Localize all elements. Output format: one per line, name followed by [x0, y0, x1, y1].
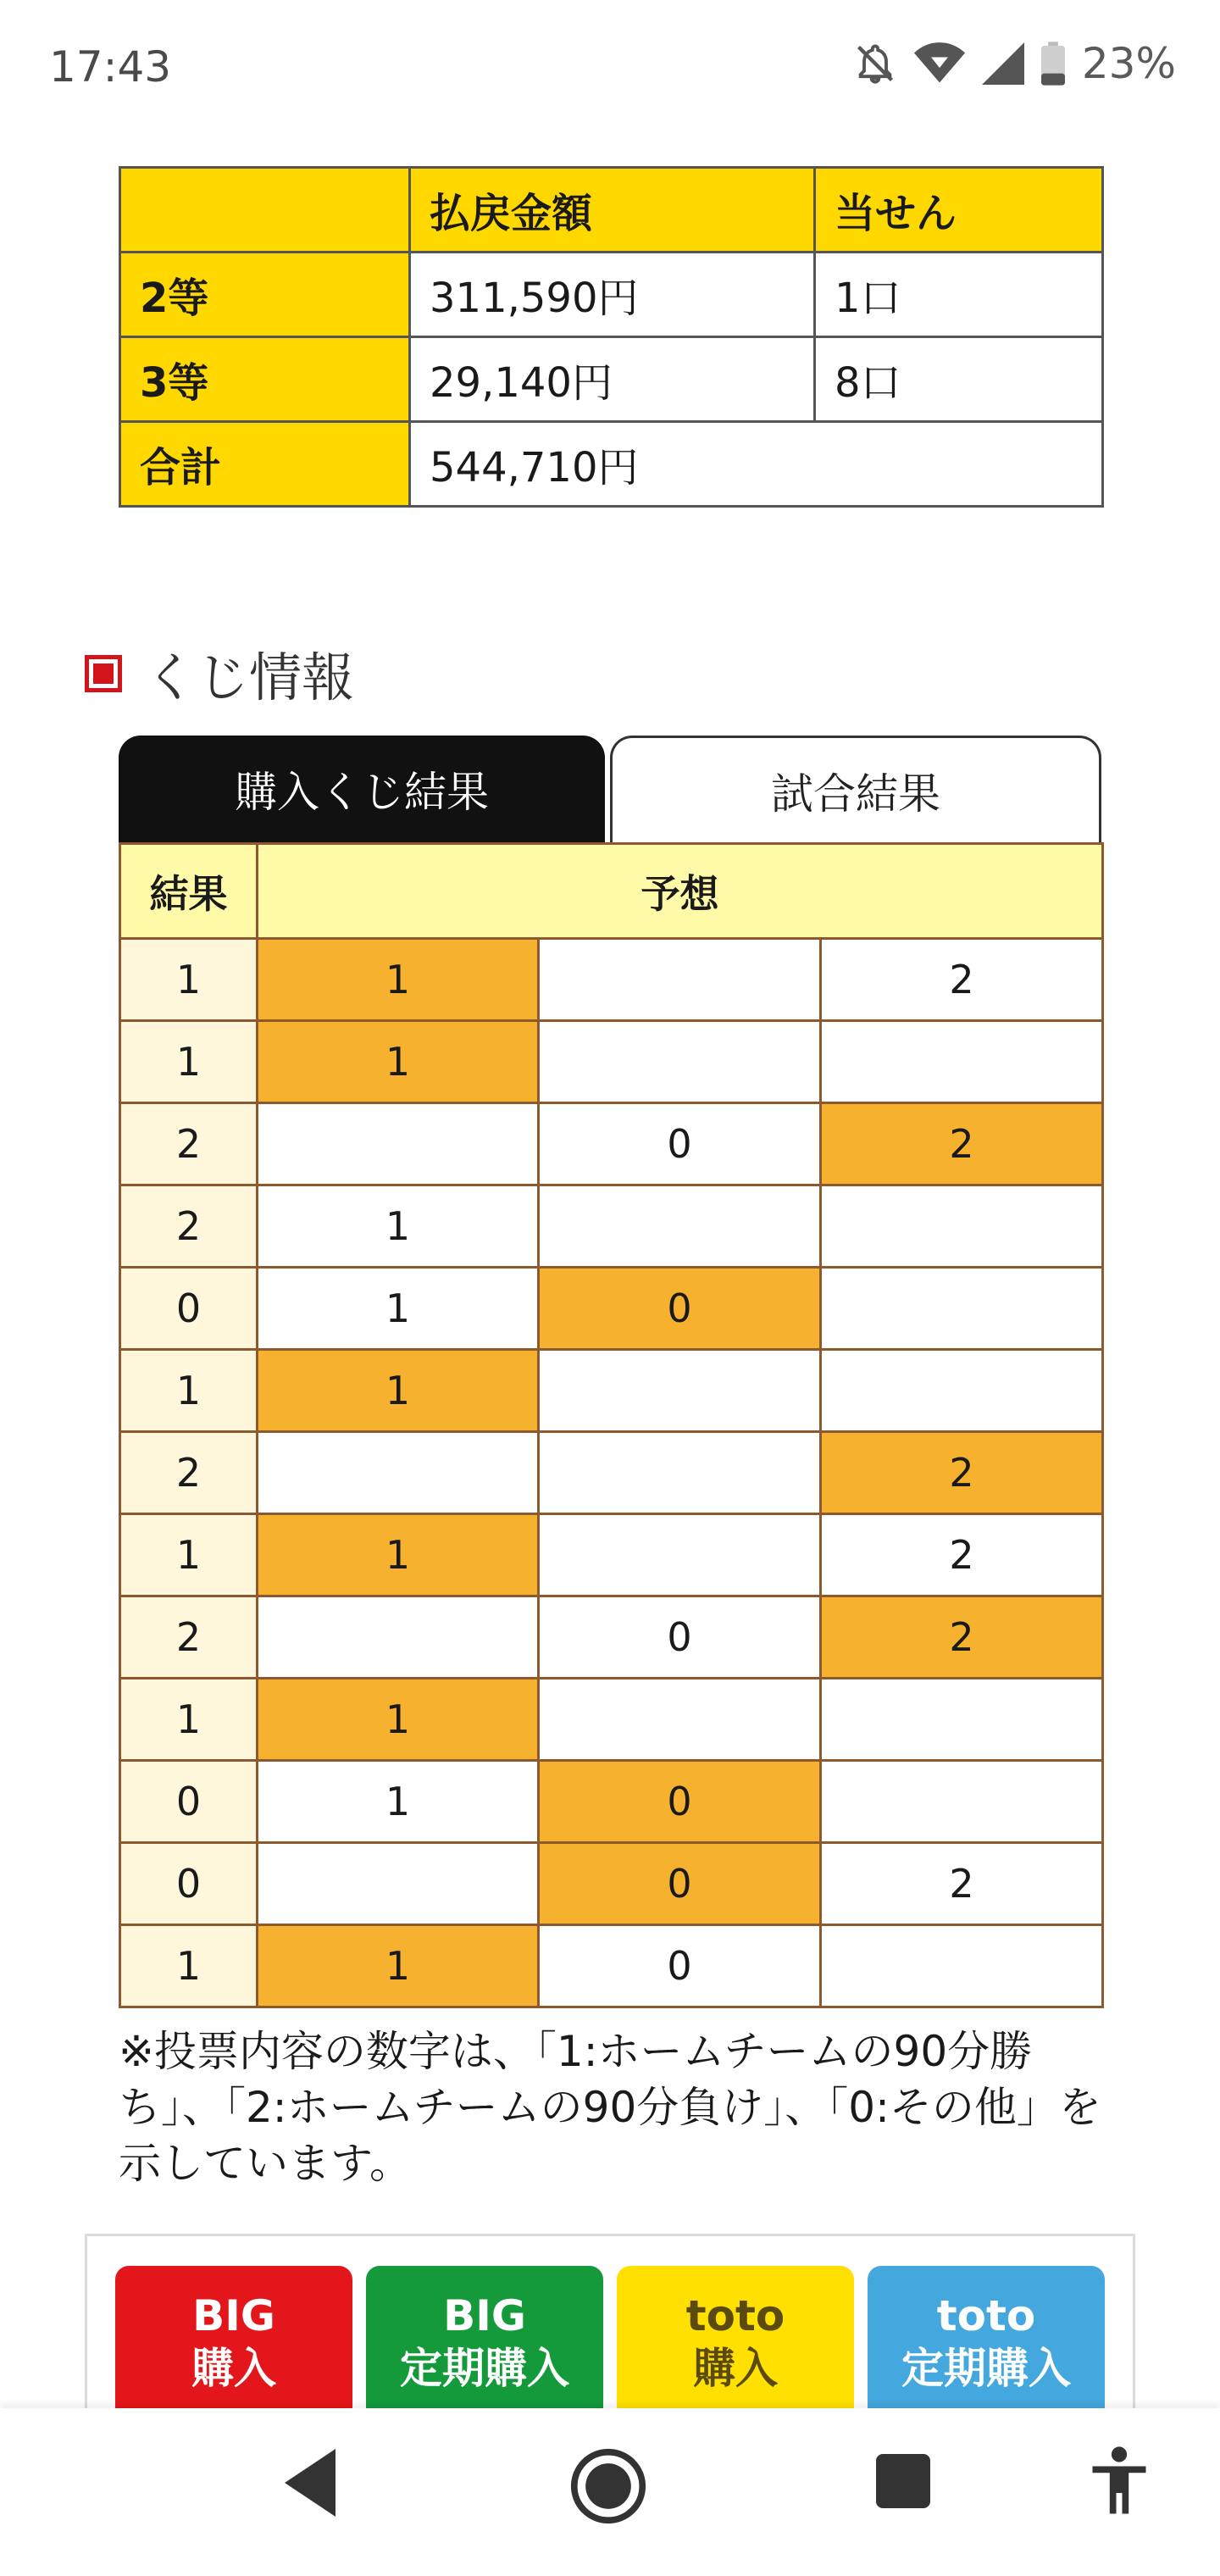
results-row [120, 1432, 1103, 1514]
navigation-bar [0, 2408, 1220, 2576]
purchase-buttons [115, 2266, 1105, 2418]
prediction-cell [539, 1021, 821, 1103]
prediction-cell: 1 [258, 1925, 539, 2007]
total-amount: 544,710円 [410, 422, 1103, 507]
results-header-row [120, 844, 1103, 939]
prize-label: 2等 [120, 253, 410, 337]
results-row [120, 1925, 1103, 2007]
prediction-cell [821, 1350, 1103, 1432]
prediction-cell: 1 [258, 939, 539, 1021]
payout-row-2nd [120, 253, 1103, 337]
results-row [120, 1103, 1103, 1185]
prediction-cell: 2 [821, 1103, 1103, 1185]
result-cell: 2 [120, 1185, 258, 1268]
button-line1: BIG [192, 2291, 275, 2340]
result-cell: 1 [120, 939, 258, 1021]
payout-header-count: 当せん [815, 168, 1103, 253]
prediction-cell [539, 1185, 821, 1268]
result-cell: 1 [120, 1925, 258, 2007]
prediction-cell [821, 1185, 1103, 1268]
prediction-cell: 0 [539, 1925, 821, 2007]
button-line1: toto [685, 2291, 785, 2340]
results-row [120, 1021, 1103, 1103]
battery-icon [1041, 42, 1065, 86]
prediction-cell: 1 [258, 1761, 539, 1843]
prediction-cell: 1 [258, 1268, 539, 1350]
prediction-cell [539, 1350, 821, 1432]
payout-table [119, 166, 1104, 508]
prediction-cell [258, 1596, 539, 1679]
big-subscription-button[interactable] [366, 2266, 603, 2418]
header-result: 結果 [120, 844, 258, 939]
prediction-cell: 2 [821, 1432, 1103, 1514]
prediction-cell [539, 1679, 821, 1761]
wifi-icon [914, 42, 965, 86]
prediction-cell [258, 1843, 539, 1925]
prediction-cell [821, 1679, 1103, 1761]
button-line1: BIG [443, 2291, 526, 2340]
prediction-cell [539, 1514, 821, 1596]
prediction-cell [821, 1021, 1103, 1103]
prize-count: 8口 [815, 337, 1103, 422]
prediction-cell: 2 [821, 1843, 1103, 1925]
prediction-cell [539, 1432, 821, 1514]
status-icons [853, 39, 1176, 88]
prediction-cell: 1 [258, 1514, 539, 1596]
button-line1: toto [936, 2291, 1036, 2340]
notifications-off-icon [853, 42, 897, 86]
prize-label: 3等 [120, 337, 410, 422]
payout-row-total [120, 422, 1103, 507]
prediction-cell: 2 [821, 1514, 1103, 1596]
result-cell: 1 [120, 1021, 258, 1103]
section-title: くじ情報 [144, 647, 355, 708]
payout-row-3rd [120, 337, 1103, 422]
signal-icon [982, 42, 1024, 85]
section-heading [85, 636, 354, 711]
payout-header-amount: 払戻金額 [410, 168, 815, 253]
tab-purchased-results[interactable]: 購入くじ結果 [119, 736, 605, 842]
toto-subscription-button[interactable] [868, 2266, 1105, 2418]
results-body [120, 939, 1103, 2007]
payout-header-blank [120, 168, 410, 253]
result-cell: 0 [120, 1761, 258, 1843]
total-label: 合計 [120, 422, 410, 507]
prediction-cell: 0 [539, 1268, 821, 1350]
prediction-cell: 2 [821, 939, 1103, 1021]
prediction-cell: 2 [821, 1596, 1103, 1679]
results-row [120, 1679, 1103, 1761]
prediction-cell [539, 939, 821, 1021]
recents-icon[interactable] [876, 2454, 930, 2508]
back-icon[interactable] [285, 2449, 344, 2517]
result-cell: 2 [120, 1596, 258, 1679]
button-line2: 定期購入 [400, 2344, 569, 2393]
result-cell: 1 [120, 1350, 258, 1432]
prize-amount: 311,590円 [410, 253, 815, 337]
prize-count: 1口 [815, 253, 1103, 337]
prize-amount: 29,140円 [410, 337, 815, 422]
results-row [120, 1268, 1103, 1350]
prediction-cell [821, 1925, 1103, 2007]
result-cell: 2 [120, 1103, 258, 1185]
prediction-cell [258, 1432, 539, 1514]
button-line2: 購入 [693, 2344, 778, 2393]
lottery-tabs [119, 736, 1101, 842]
result-cell: 0 [120, 1268, 258, 1350]
status-bar [0, 0, 1220, 136]
result-cell: 2 [120, 1432, 258, 1514]
tab-match-results[interactable]: 試合結果 [610, 736, 1101, 842]
big-purchase-button[interactable] [115, 2266, 352, 2418]
results-row [120, 939, 1103, 1021]
prediction-cell: 0 [539, 1103, 821, 1185]
result-cell: 1 [120, 1514, 258, 1596]
prediction-cell: 1 [258, 1185, 539, 1268]
results-row [120, 1596, 1103, 1679]
accessibility-icon[interactable] [1090, 2446, 1149, 2517]
prediction-cell [821, 1761, 1103, 1843]
result-cell: 1 [120, 1679, 258, 1761]
status-time: 17:43 [49, 42, 172, 92]
results-row [120, 1185, 1103, 1268]
results-row [120, 1761, 1103, 1843]
results-row [120, 1843, 1103, 1925]
vote-note: ※投票内容の数字は、「1:ホームチームの90分勝ち」、「2:ホームチームの90分負け」、「0:その他」を示しています。 [119, 2027, 1101, 2188]
header-prediction: 予想 [258, 844, 1103, 939]
button-line2: 定期購入 [901, 2344, 1071, 2393]
red-square-icon [85, 655, 122, 692]
result-cell: 0 [120, 1843, 258, 1925]
prediction-cell [821, 1268, 1103, 1350]
prediction-cell: 0 [539, 1596, 821, 1679]
results-table [119, 842, 1104, 2008]
results-row [120, 1514, 1103, 1596]
prediction-cell [258, 1103, 539, 1185]
toto-purchase-button[interactable] [617, 2266, 854, 2418]
prediction-cell: 1 [258, 1350, 539, 1432]
prediction-cell: 1 [258, 1021, 539, 1103]
payout-header-row [120, 168, 1103, 253]
results-row [120, 1350, 1103, 1432]
prediction-cell: 1 [258, 1679, 539, 1761]
battery-percentage: 23% [1081, 39, 1176, 88]
button-line2: 購入 [191, 2344, 276, 2393]
home-icon[interactable] [569, 2447, 647, 2525]
prediction-cell: 0 [539, 1843, 821, 1925]
prediction-cell: 0 [539, 1761, 821, 1843]
